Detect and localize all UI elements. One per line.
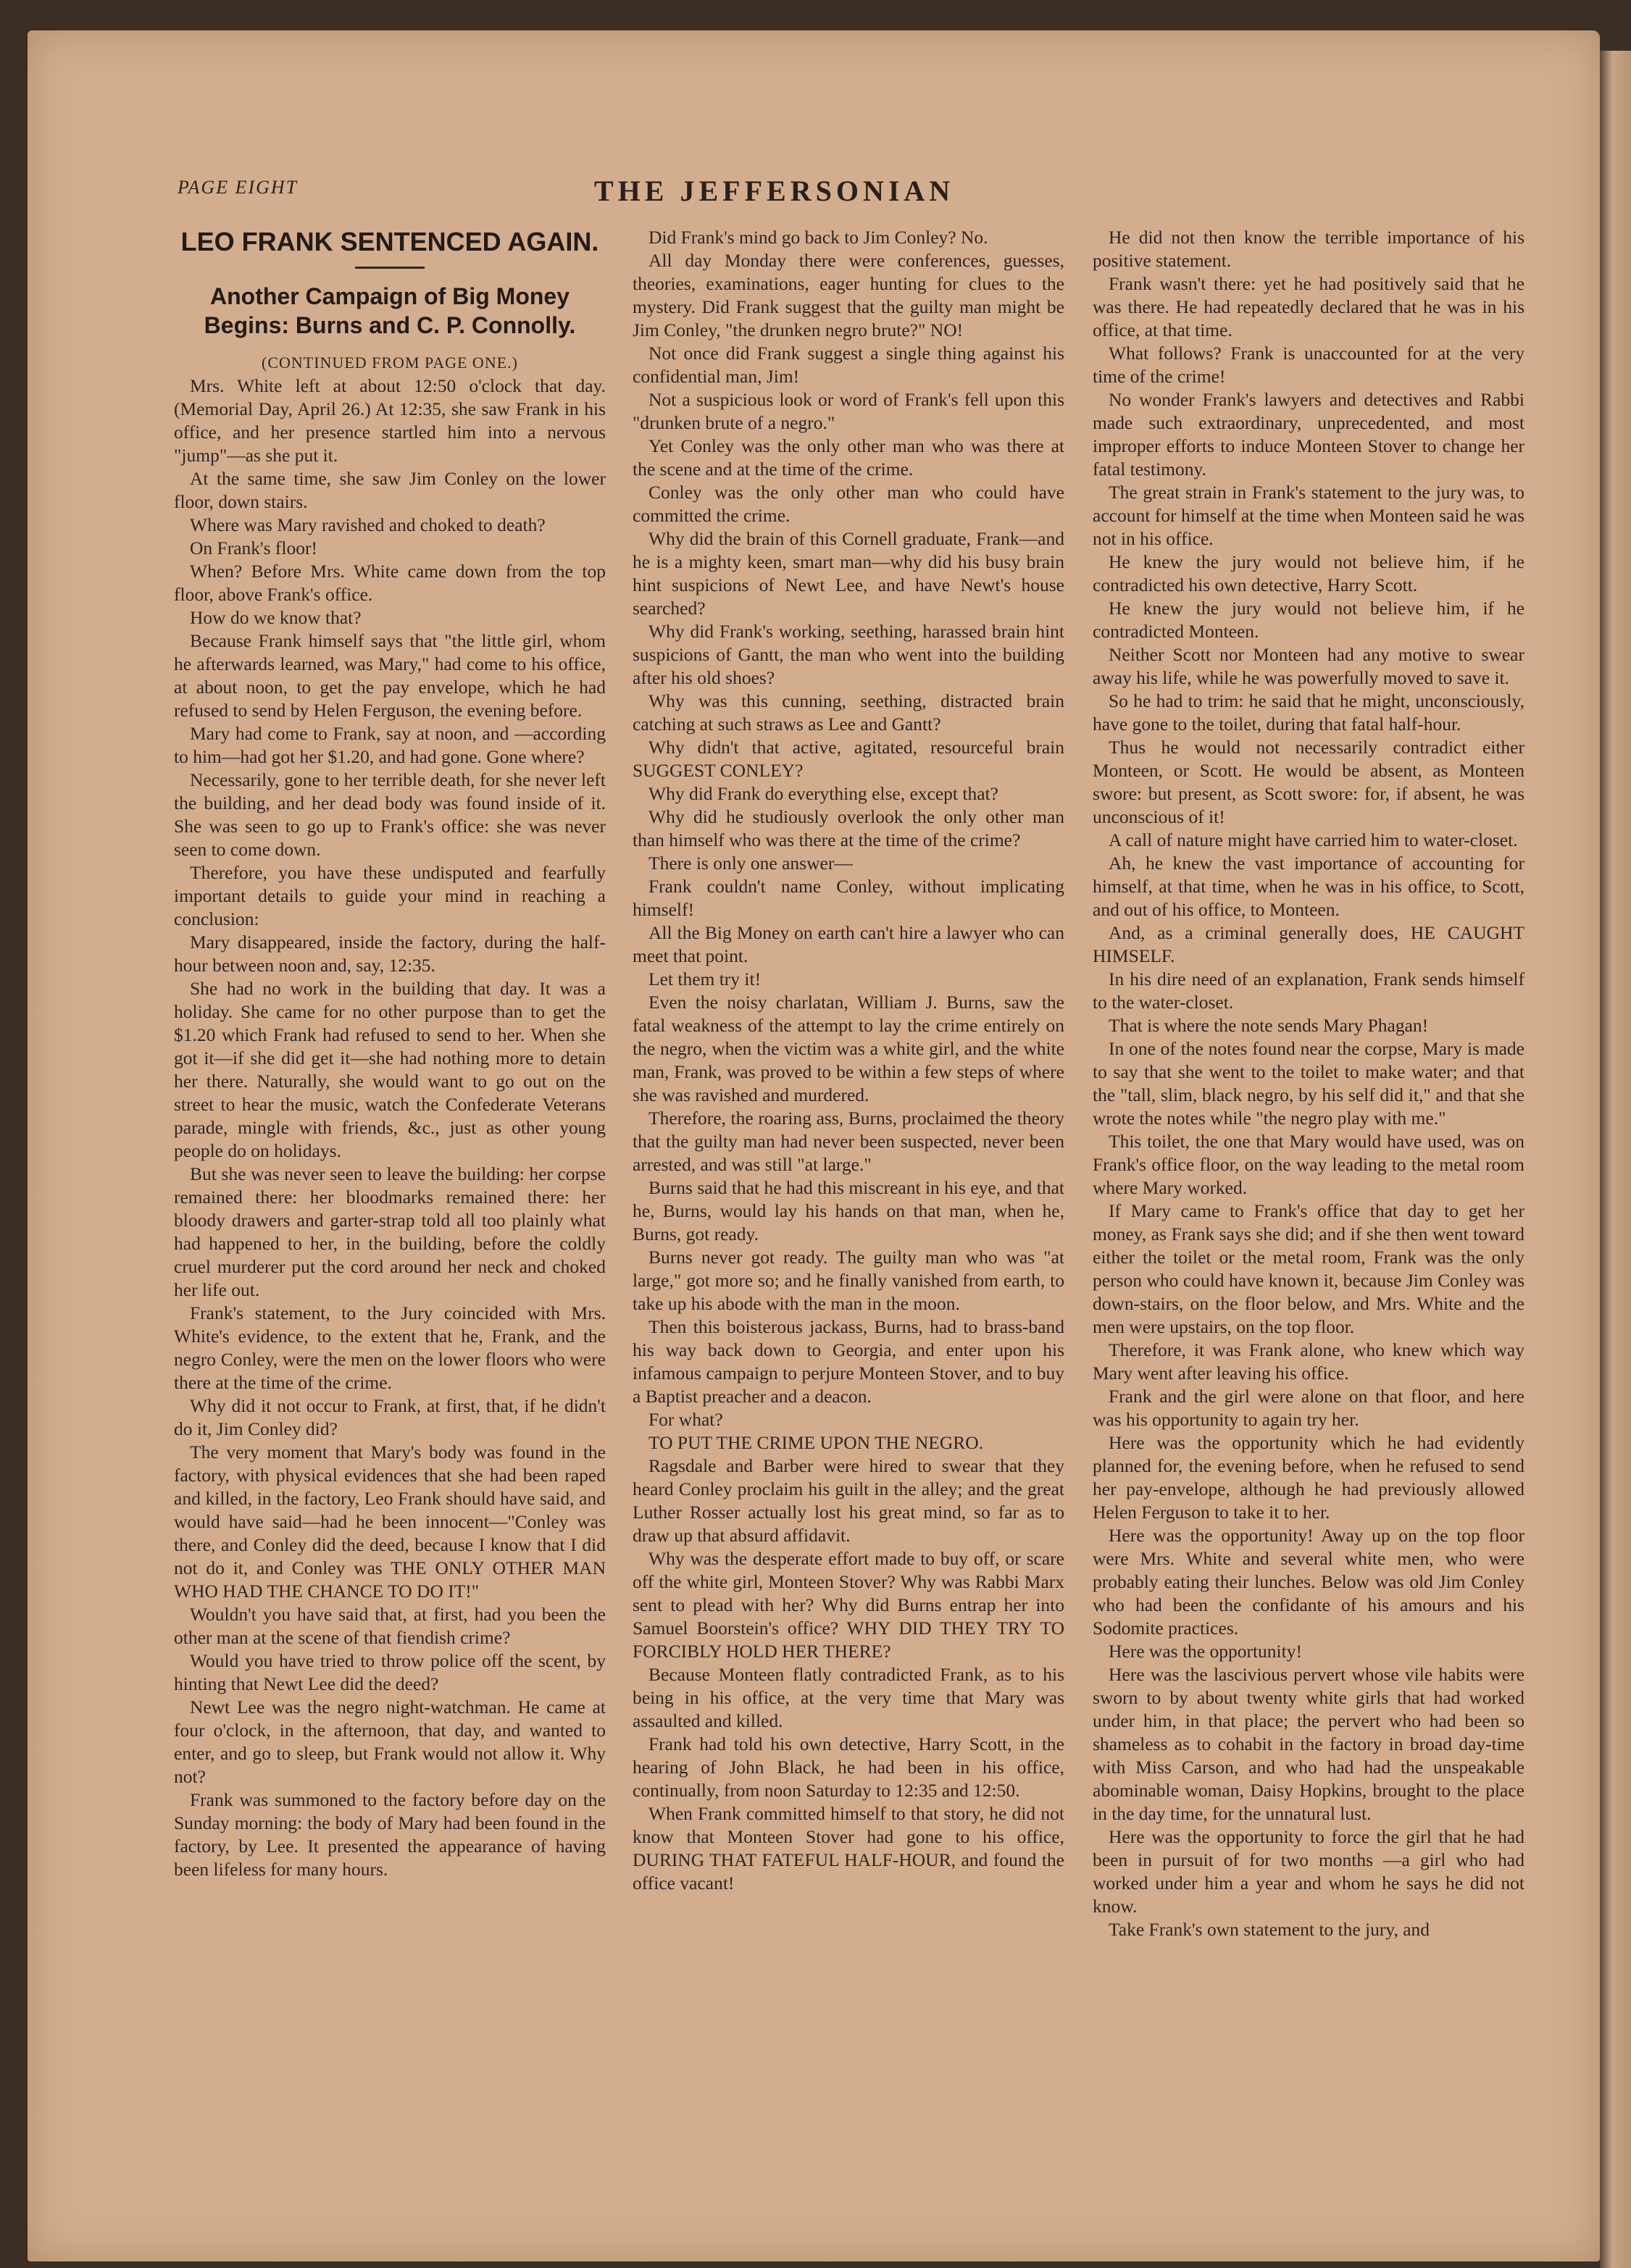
paragraph: Would you have tried to throw police off the scent, by hinting that Newt Lee did the deed? bbox=[174, 1650, 606, 1694]
paragraph: Frank wasn't there: yet he had positively said that he was there. He had repeatedly declared that he was in his office, at that time. bbox=[1093, 273, 1524, 340]
paragraph: Burns never got ready. The guilty man who was "at large," got more so; and he finally vanished from earth, to take up his abode with the man in the moon. bbox=[633, 1247, 1064, 1314]
paragraph: Where was Mary ravished and choked to death? bbox=[190, 514, 546, 535]
paragraph: Did Frank's mind go back to Jim Conley? No. bbox=[648, 227, 988, 248]
column-1-body bbox=[174, 374, 606, 1881]
paragraph: Mary disappeared, inside the factory, during the half-hour between noon and, say, 12:35. bbox=[174, 932, 606, 976]
column-2 bbox=[633, 226, 1064, 2131]
paragraph: When Frank committed himself to that story, he did not know that Monteen Stover had gone to his office, DURING THAT FATEFUL HALF-HOUR, and found the office vacant! bbox=[633, 1803, 1064, 1894]
paragraph: The very moment that Mary's body was found in the factory, with physical evidences that she had been raped and killed, in the factory, Leo Frank should have said, and would have said—had he been innocent—"Conley was there, and Conley did the deed, because I know that I did not do it, and Conley was THE ONLY OTHER MAN WHO HAD THE CHANCE TO DO IT!" bbox=[174, 1441, 606, 1602]
paragraph: What follows? Frank is unaccounted for at the very time of the crime! bbox=[1093, 343, 1524, 387]
paragraph: Here was the opportunity to force the girl that he had been in pursuit of for two months —a girl who had worked under him a year and whom he says he did not know. bbox=[1093, 1826, 1524, 1917]
masthead: THE JEFFERSONIAN bbox=[594, 175, 955, 207]
paragraph: TO PUT THE CRIME UPON THE NEGRO. bbox=[648, 1432, 984, 1453]
paragraph: In his dire need of an explanation, Frank sends himself to the water-closet. bbox=[1093, 968, 1524, 1013]
column-3 bbox=[1093, 226, 1524, 2131]
headline-rule bbox=[355, 267, 425, 269]
column-1 bbox=[174, 226, 606, 2131]
page-edge bbox=[1600, 51, 1631, 2268]
paragraph: Here was the opportunity! bbox=[1109, 1641, 1302, 1662]
paragraph: Ah, he knew the vast importance of accounting for himself, at that time, when he was in his office, to Scott, and out of his office, to Monteen. bbox=[1093, 853, 1524, 920]
continued-note: (CONTINUED FROM PAGE ONE.) bbox=[262, 353, 518, 372]
paragraph: Take Frank's own statement to the jury, and bbox=[1109, 1919, 1430, 1940]
paragraph: Why was this cunning, seething, distracted brain catching at such straws as Lee and Gantt? bbox=[633, 690, 1064, 735]
paragraph: All day Monday there were conferences, guesses, theories, examinations, eager hunting for clues to the mystery. Did Frank suggest that the guilty man might be Jim Conley, "the drunken negro brute?" NO! bbox=[633, 250, 1064, 340]
paragraph: For what? bbox=[648, 1409, 723, 1430]
paragraph: The great strain in Frank's statement to the jury was, to account for himself at the time when Monteen said he was not in his office. bbox=[1093, 482, 1524, 549]
paragraph: Frank and the girl were alone on that floor, and here was his opportunity to again try her. bbox=[1093, 1386, 1524, 1430]
paragraph: Let them try it! bbox=[648, 968, 762, 989]
page-number-label: PAGE EIGHT bbox=[178, 177, 299, 198]
column-3-body bbox=[1093, 226, 1524, 1941]
paragraph: Neither Scott nor Monteen had any motive to swear away his life, while he was powerfully moved to save it. bbox=[1093, 644, 1524, 688]
column-2-body bbox=[633, 226, 1064, 1895]
paragraph: He knew the jury would not believe him, if he contradicted Monteen. bbox=[1093, 598, 1524, 642]
paragraph: Why did Frank do everything else, except that? bbox=[648, 783, 998, 804]
paragraph: At the same time, she saw Jim Conley on the lower floor, down stairs. bbox=[174, 468, 606, 512]
paragraph: But she was never seen to leave the building: her corpse remained there: her bloodmarks remained there: her bloody drawers and garter-strap told all too plainly what had happened to her, in the building, before the coldly cruel murderer put the cord around her neck and choked her life out. bbox=[174, 1163, 606, 1300]
paragraph: Necessarily, gone to her terrible death, for she never left the building, and her dead body was found inside of it. She was seen to go up to Frank's office: she was never seen to come down. bbox=[174, 769, 606, 860]
paragraph: All the Big Money on earth can't hire a lawyer who can meet that point. bbox=[633, 922, 1064, 966]
paragraph: No wonder Frank's lawyers and detectives and Rabbi made such extraordinary, unprecedented, and most improper efforts to induce Monteen Stover to change her fatal testimony. bbox=[1093, 389, 1524, 480]
paragraph: Because Monteen flatly contradicted Frank, as to his being in his office, at the very time that Mary was assaulted and killed. bbox=[633, 1664, 1064, 1731]
paragraph: Mary had come to Frank, say at noon, and —according to him—had got her $1.20, and had gone. Gone where? bbox=[174, 723, 606, 767]
paragraph: Frank was summoned to the factory before day on the Sunday morning: the body of Mary had been found in the factory, by Lee. It presented the appearance of having been lifeless for many hours. bbox=[174, 1789, 606, 1880]
paragraph: Frank had told his own detective, Harry Scott, in the hearing of John Black, he had been in his office, continually, from noon Saturday to 12:35 and 12:50. bbox=[633, 1733, 1064, 1801]
paragraph: Why didn't that active, agitated, resourceful brain SUGGEST CONLEY? bbox=[633, 737, 1064, 781]
paragraph: Ragsdale and Barber were hired to swear that they heard Conley proclaim his guilt in the alley; and the great Luther Rosser actually lost his great mind, so far as to draw up that absurd affidavit. bbox=[633, 1455, 1064, 1546]
paragraph: This toilet, the one that Mary would have used, was on Frank's office floor, on the way leading to the metal room where Mary worked. bbox=[1093, 1131, 1524, 1198]
paragraph: Not a suspicious look or word of Frank's fell upon this "drunken brute of a negro." bbox=[633, 389, 1064, 433]
paragraph: Wouldn't you have said that, at first, had you been the other man at the scene of that fiendish crime? bbox=[174, 1604, 606, 1648]
paragraph: He did not then know the terrible importance of his positive statement. bbox=[1093, 227, 1524, 271]
paragraph: Thus he would not necessarily contradict either Monteen, or Scott. He would be absent, as Monteen swore: but present, as Scott swore: for, if absent, he was unconscious of it! bbox=[1093, 737, 1524, 827]
paragraph: A call of nature might have carried him to water-closet. bbox=[1109, 829, 1518, 850]
article-subhead: Another Campaign of Big Money Begins: Burns and C. P. Connolly. bbox=[204, 283, 576, 338]
paragraph: Mrs. White left at about 12:50 o'clock that day. (Memorial Day, April 26.) At 12:35, she saw Frank in his office, and her presence startled him into a nervous "jump"—as she put it. bbox=[174, 375, 606, 466]
paragraph: Why did Frank's working, seething, harassed brain hint suspicions of Gantt, the man who went into the building after his old shoes? bbox=[633, 621, 1064, 688]
paragraph: If Mary came to Frank's office that day to get her money, as Frank says she did; and if she then went toward either the toilet or the metal room, Frank was the only person who could have known it, because Jim Conley was down-stairs, on the floor below, and Mrs. White and the men were upstairs, on the top floor. bbox=[1093, 1200, 1524, 1337]
article-headline: LEO FRANK SENTENCED AGAIN. bbox=[180, 227, 599, 256]
paragraph: So he had to trim: he said that he might, unconsciously, have gone to the toilet, during that fatal half-hour. bbox=[1093, 690, 1524, 735]
paragraph: Then this boisterous jackass, Burns, had to brass-band his way back down to Georgia, and enter upon his infamous campaign to perjure Monteen Stover, and to buy a Baptist preacher and a deacon. bbox=[633, 1316, 1064, 1407]
paragraph: Frank's statement, to the Jury coincided with Mrs. White's evidence, to the extent that he, Frank, and the negro Conley, were the men on the lower floors who were there at the time of the crime. bbox=[174, 1302, 606, 1393]
paragraph: Newt Lee was the negro night-watchman. He came at four o'clock, in the afternoon, that day, and wanted to enter, and go to sleep, but Frank would not allow it. Why not? bbox=[174, 1696, 606, 1787]
paragraph: On Frank's floor! bbox=[190, 537, 317, 558]
paragraph: And, as a criminal generally does, HE CAUGHT HIMSELF. bbox=[1093, 922, 1524, 966]
paragraph: Here was the opportunity! Away up on the top floor were Mrs. White and several white men, who were probably eating their lunches. Below was old Jim Conley who had been the confidante of his amours and his Sodomite practices. bbox=[1093, 1525, 1524, 1639]
paragraph: Why was the desperate effort made to buy off, or scare off the white girl, Monteen Stover? Why was Rabbi Marx sent to plead with her? Why did Burns entrap her into Samuel Boorstein's office? WHY DID THEY TRY TO FORCIBLY HOLD HER THERE? bbox=[633, 1548, 1064, 1662]
paragraph: When? Before Mrs. White came down from the top floor, above Frank's office. bbox=[174, 561, 606, 605]
paragraph: That is where the note sends Mary Phagan! bbox=[1109, 1015, 1429, 1036]
paragraph: Even the noisy charlatan, William J. Burns, saw the fatal weakness of the attempt to lay the crime entirely on the negro, when the victim was a white girl, and the white man, Frank, was proved to be within a few steps of where she was ravished and murdered. bbox=[633, 992, 1064, 1105]
paragraph: Because Frank himself says that "the little girl, whom he afterwards learned, was Mary," had come to his office, at about noon, to get the pay envelope, which he had refused to send by Helen Ferguson, the evening before. bbox=[174, 630, 606, 721]
paragraph: Therefore, you have these undisputed and fearfully important details to guide your mind in reaching a conclusion: bbox=[174, 862, 606, 929]
paragraph: Here was the opportunity which he had evidently planned for, the evening before, when he refused to send her pay-envelope, although he had previously allowed Helen Ferguson to take it to her. bbox=[1093, 1432, 1524, 1523]
paragraph: Why did he studiously overlook the only other man than himself who was there at the time of the crime? bbox=[633, 806, 1064, 850]
paragraph: Yet Conley was the only other man who was there at the scene and at the time of the crime. bbox=[633, 435, 1064, 480]
paragraph: There is only one answer— bbox=[648, 853, 853, 874]
paragraph: He knew the jury would not believe him, if he contradicted his own detective, Harry Scott. bbox=[1093, 551, 1524, 595]
paragraph: Why did it not occur to Frank, at first, that, if he didn't do it, Jim Conley did? bbox=[174, 1395, 606, 1439]
paragraph: Not once did Frank suggest a single thing against his confidential man, Jim! bbox=[633, 343, 1064, 387]
paragraph: Conley was the only other man who could have committed the crime. bbox=[633, 482, 1064, 526]
paragraph: In one of the notes found near the corpse, Mary is made to say that she went to the toilet to make water; and that the "tall, slim, black negro, by his self did it," and that she wrote the notes while "the negro play with me." bbox=[1093, 1038, 1524, 1129]
paragraph: How do we know that? bbox=[190, 607, 362, 628]
paragraph: She had no work in the building that day. It was a holiday. She came for no other purpose than to get the $1.20 which Frank had refused to send to her. When she got it—if she did get it—she had nothing more to detain her there. Naturally, she would want to go out on the street to hear the music, watch the Confederate Veterans parade, mingle with friends, &c., just as other young people do on holidays. bbox=[174, 978, 606, 1161]
paragraph: Here was the lascivious pervert whose vile habits were sworn to by about twenty white girls that had worked under him, in that place; the pervert who had been so shameless as to cohabit in the factory in broad day-time with Miss Carson, and who had had the unspeakable abominable woman, Daisy Hopkins, brought to the place in the day time, for the unnatural lust. bbox=[1093, 1664, 1524, 1824]
paragraph: Burns said that he had this miscreant in his eye, and that he, Burns, would lay his hands on that man, when he, Burns, got ready. bbox=[633, 1177, 1064, 1244]
paragraph: Why did the brain of this Cornell graduate, Frank—and he is a mighty keen, smart man—why did his busy brain hint suspicions of Newt Lee, and have Newt's house searched? bbox=[633, 528, 1064, 619]
paragraph: Therefore, the roaring ass, Burns, proclaimed the theory that the guilty man had never been suspected, never been arrested, and was still "at large." bbox=[633, 1108, 1064, 1175]
paragraph: Frank couldn't name Conley, without implicating himself! bbox=[633, 876, 1064, 920]
paragraph: Therefore, it was Frank alone, who knew which way Mary went after leaving his office. bbox=[1093, 1339, 1524, 1384]
